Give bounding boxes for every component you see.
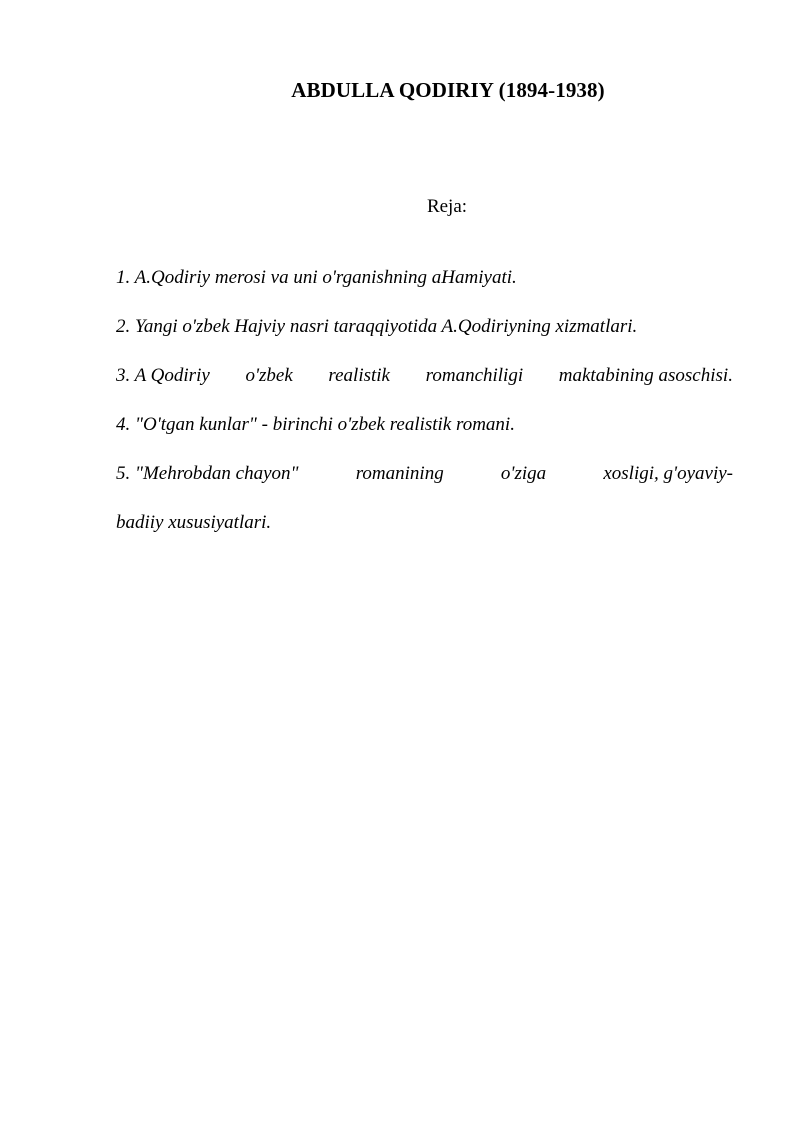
plan-item-5-part: romanining [355,463,444,484]
plan-item-3-part: realistik [328,365,390,386]
plan-heading: Reja: [426,196,468,217]
plan-item-5-line-2: badiiy xususiyatlari. [116,512,272,533]
plan-item-4: 4. "O'tgan kunlar" - birinchi o'zbek realistik romani. [116,414,515,435]
plan-item-3-text [116,363,733,388]
plan-item-3-part: romanchiligi [425,365,524,386]
plan-item-3-part: o'zbek [245,365,293,386]
plan-item-5-part: o'ziga [500,463,547,484]
plan-item-3-part: 3. A Qodiriy [116,365,210,386]
plan-list [116,265,733,571]
plan-item-5-part: 5. "Mehrobdan chayon" [116,463,299,484]
plan-item-5 [116,449,733,547]
plan-item-3-part: maktabining asoschisi. [558,365,733,386]
plan-item-5-line-1 [116,449,733,498]
document-title: ABDULLA QODIRIY (1894-1938) [291,78,605,102]
plan-item-5-part: xosligi, g'oyaviy- [603,463,733,484]
plan-item-2: 2. Yangi o'zbek Hajviy nasri taraqqiyotida A.Qodiriyning xizmatlari. [116,316,638,337]
plan-item-1: 1. A.Qodiriy merosi va uni o'rganishning aHamiyati. [116,267,517,288]
plan-item-3 [116,363,733,388]
